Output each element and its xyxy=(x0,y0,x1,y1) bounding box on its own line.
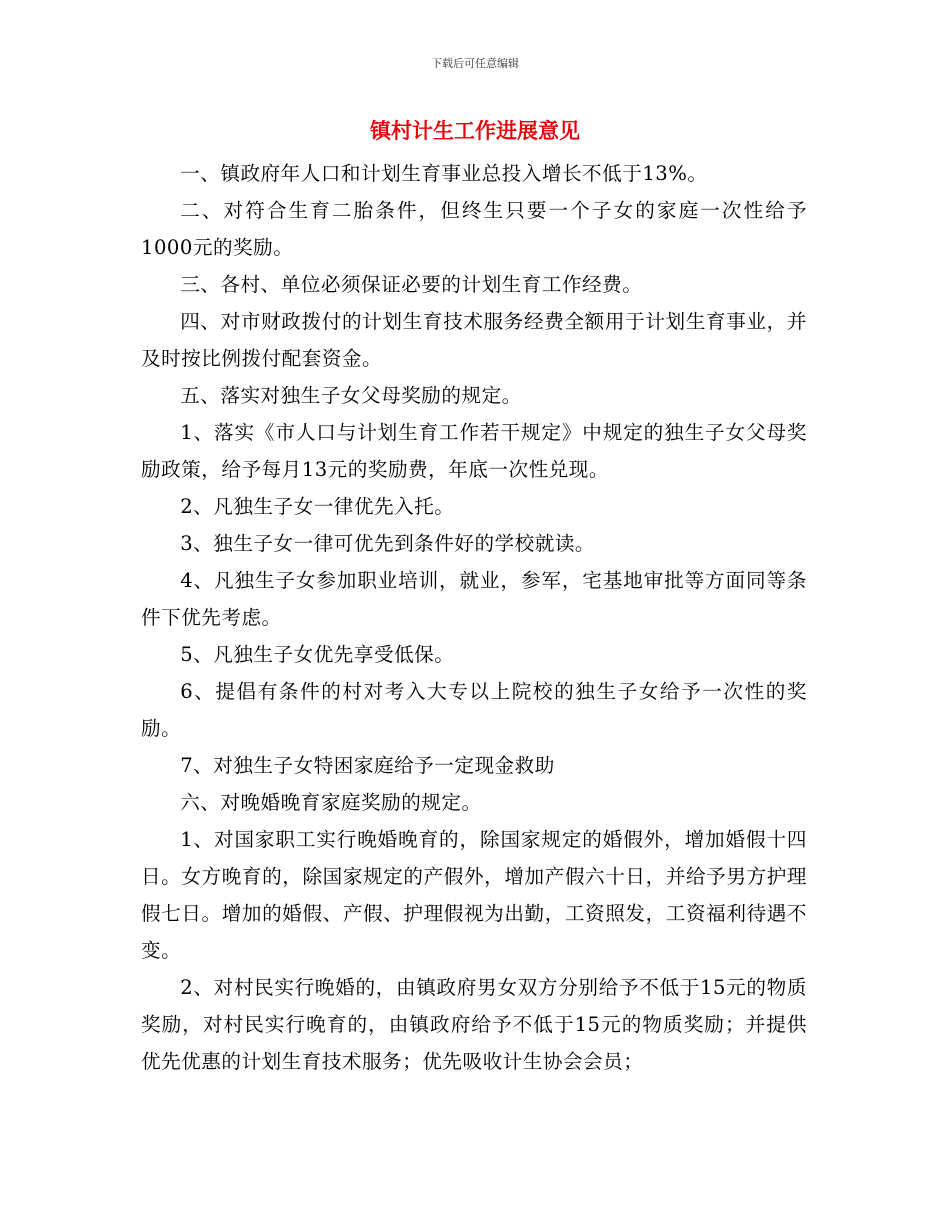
paragraph: 二、对符合生育二胎条件，但终生只要一个子女的家庭一次性给予1000元的奖励。 xyxy=(141,199,807,259)
paragraph: 2、对村民实行晚婚的，由镇政府男女双方分别给予不低于15元的物质奖励，对村民实行晚育的，由镇政府给予不低于15元的物质奖励；并提供优先优惠的计划生育技术服务；优先吸收计生协会会员； xyxy=(141,976,807,1073)
paragraph: 3、独生子女一律可优先到条件好的学校就读。 xyxy=(180,532,596,555)
paragraph: 一、镇政府年人口和计划生育事业总投入增长不低于13%。 xyxy=(180,162,708,185)
paragraph: 2、凡独生子女一律优先入托。 xyxy=(180,495,455,518)
paragraph: 三、各村、单位必须保证必要的计划生育工作经费。 xyxy=(180,273,643,296)
paragraph: 四、对市财政拨付的计划生育技术服务经费全额用于计划生育事业，并及时按比例拨付配套资金。 xyxy=(141,310,807,370)
paragraph: 7、对独生子女特困家庭给予一定现金救助 xyxy=(180,754,555,777)
header-note: 下载后可任意编辑 xyxy=(431,57,519,70)
paragraph: 1、落实《市人口与计划生育工作若干规定》中规定的独生子女父母奖励政策，给予每月13元的奖励费，年底一次性兑现。 xyxy=(141,421,807,481)
paragraph: 6、提倡有条件的村对考入大专以上院校的独生子女给予一次性的奖励。 xyxy=(141,680,807,740)
paragraph: 六、对晚婚晚育家庭奖励的规定。 xyxy=(180,791,482,814)
paragraph: 五、落实对独生子女父母奖励的规定。 xyxy=(180,384,522,407)
document-title: 镇村计生工作进展意见 xyxy=(370,119,580,143)
paragraph: 4、凡独生子女参加职业培训，就业，参军，宅基地审批等方面同等条件下优先考虑。 xyxy=(141,569,807,629)
paragraph: 5、凡独生子女优先享受低保。 xyxy=(180,643,455,666)
paragraph: 1、对国家职工实行晚婚晚育的，除国家规定的婚假外，增加婚假十四日。女方晚育的，除国家规定的产假外，增加产假六十日，并给予男方护理假七日。增加的婚假、产假、护理假视为出勤，工资照发，工资福利待遇不变。 xyxy=(141,828,807,962)
document-body xyxy=(141,155,807,1080)
